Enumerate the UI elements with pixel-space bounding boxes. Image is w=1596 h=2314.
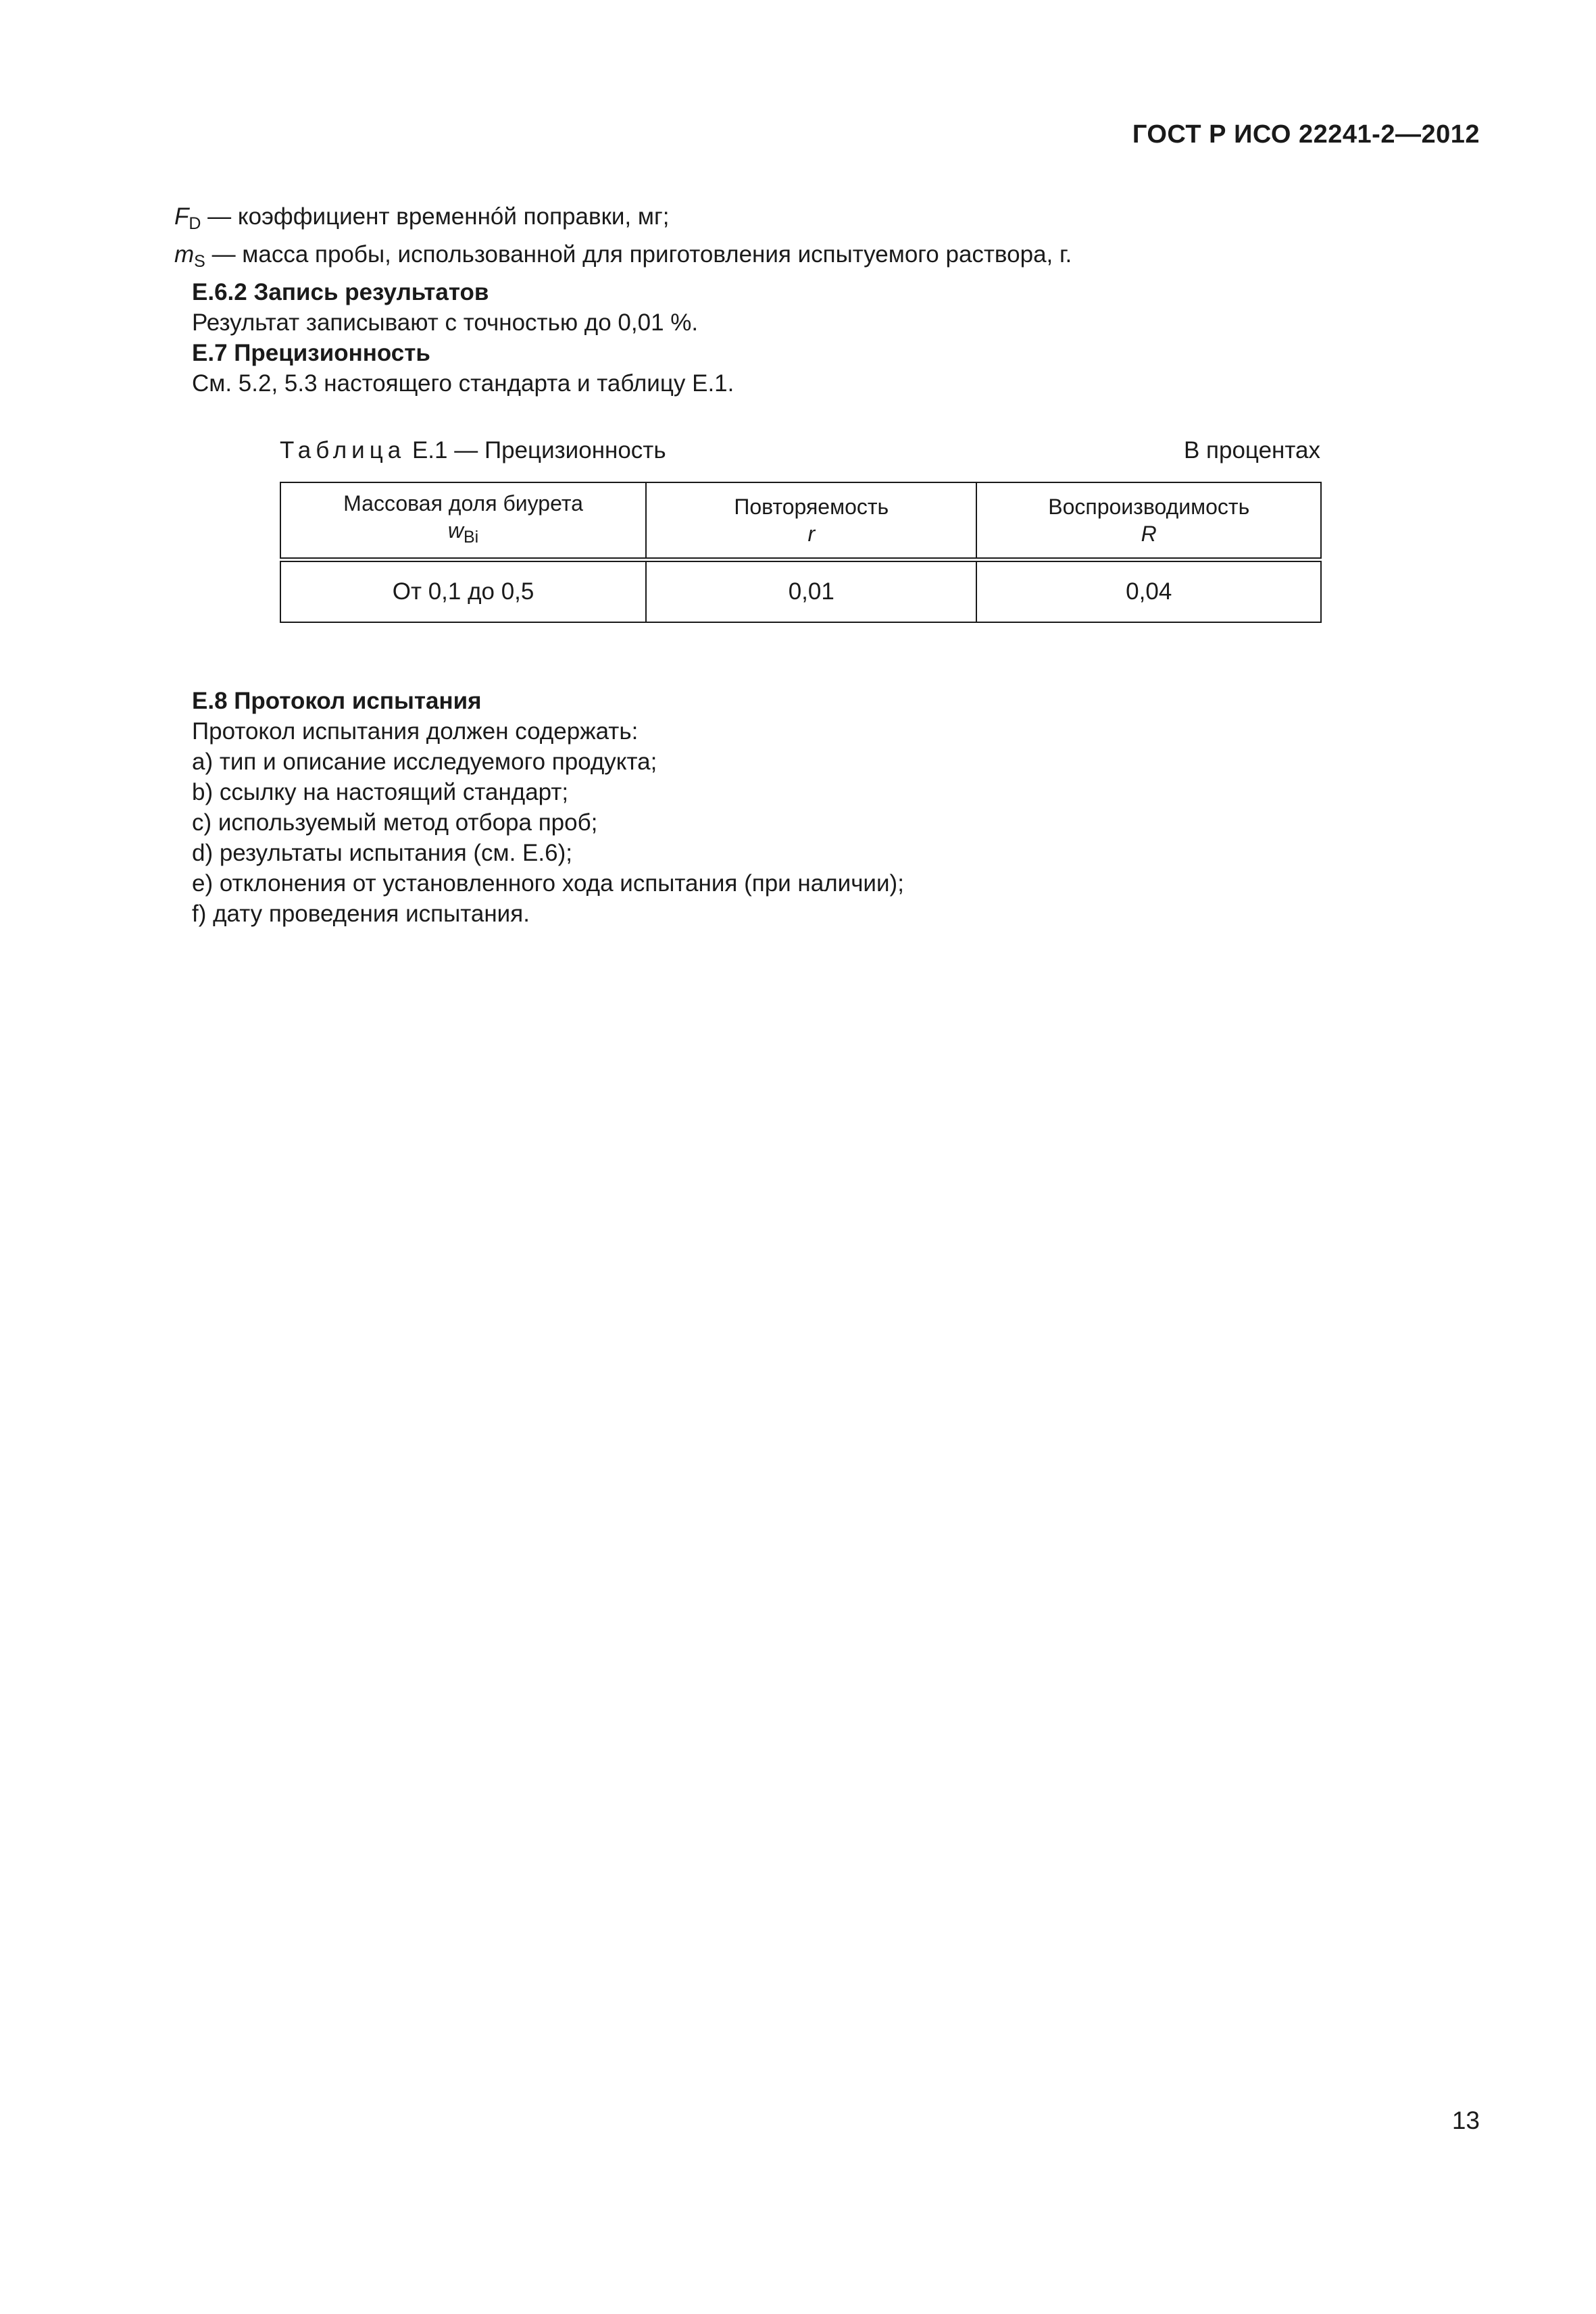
definition-fd-text: — коэффициент временнóй поправки, мг; xyxy=(201,203,670,230)
page-number: 13 xyxy=(1451,2107,1480,2134)
body-top xyxy=(174,201,1458,399)
header-mass-fraction xyxy=(280,482,646,560)
list-item: a) тип и описание исследуемого продукта; xyxy=(192,749,657,775)
protocol-section xyxy=(192,686,904,929)
definition-ms xyxy=(174,239,1458,277)
table-row xyxy=(280,560,1321,623)
list-item: e) отклонения от установленного хода испытания (при наличии); xyxy=(192,870,904,897)
header-repeatability xyxy=(646,482,976,560)
table-caption-row xyxy=(280,435,1320,466)
cell-range: От 0,1 до 0,5 xyxy=(280,560,646,623)
definition-ms-text: — масса пробы, использованной для приготовления испытуемого раствора, г. xyxy=(205,241,1072,268)
header-mass-fraction-symbol xyxy=(281,517,645,551)
subscript-bi: Bi xyxy=(463,528,479,547)
symbol-m: m xyxy=(174,241,195,268)
heading-e-7: E.7 Прецизионность xyxy=(192,340,430,366)
list-item: f) дату проведения испытания. xyxy=(192,901,530,927)
header-reproducibility-label: Воспроизводимость xyxy=(1048,495,1250,519)
precision-table xyxy=(280,482,1322,623)
list-item: d) результаты испытания (см. E.6); xyxy=(192,840,572,866)
cell-reproducibility: 0,04 xyxy=(976,560,1321,623)
table-caption xyxy=(280,435,666,466)
table-caption-word: Таблица xyxy=(280,437,406,463)
header-repeatability-symbol xyxy=(647,520,976,547)
symbol-r: r xyxy=(807,522,816,546)
table-units: В процентах xyxy=(1183,437,1320,463)
table-caption-title: E.1 — Прецизионность xyxy=(405,437,666,463)
header-mass-fraction-label: Массовая доля биурета xyxy=(343,491,583,515)
symbol-w: w xyxy=(447,518,464,543)
header-reproducibility-symbol xyxy=(977,520,1320,547)
symbol-capital-r: R xyxy=(1141,522,1157,546)
definition-fd xyxy=(174,201,1458,239)
table-header-row xyxy=(280,482,1321,560)
paragraph-e-6-2: Результат записывают с точностью до 0,01 %. xyxy=(192,309,699,336)
document-id-header: ГОСТ Р ИСО 22241-2—2012 xyxy=(1132,120,1480,149)
symbol-f: F xyxy=(174,203,189,230)
header-reproducibility xyxy=(976,482,1321,560)
heading-e-8: E.8 Протокол испытания xyxy=(192,688,482,714)
list-item: b) ссылку на настоящий стандарт; xyxy=(192,779,569,805)
subscript-s: S xyxy=(194,252,205,271)
paragraph-e-7: См. 5.2, 5.3 настоящего стандарта и таблицу E.1. xyxy=(192,370,734,397)
header-repeatability-label: Повторяемость xyxy=(734,495,889,519)
heading-e-6-2: E.6.2 Запись результатов xyxy=(192,279,489,305)
subscript-d: D xyxy=(189,214,201,233)
protocol-intro: Протокол испытания должен содержать: xyxy=(192,718,639,745)
list-item: c) используемый метод отбора проб; xyxy=(192,809,598,836)
cell-repeatability: 0,01 xyxy=(646,560,976,623)
